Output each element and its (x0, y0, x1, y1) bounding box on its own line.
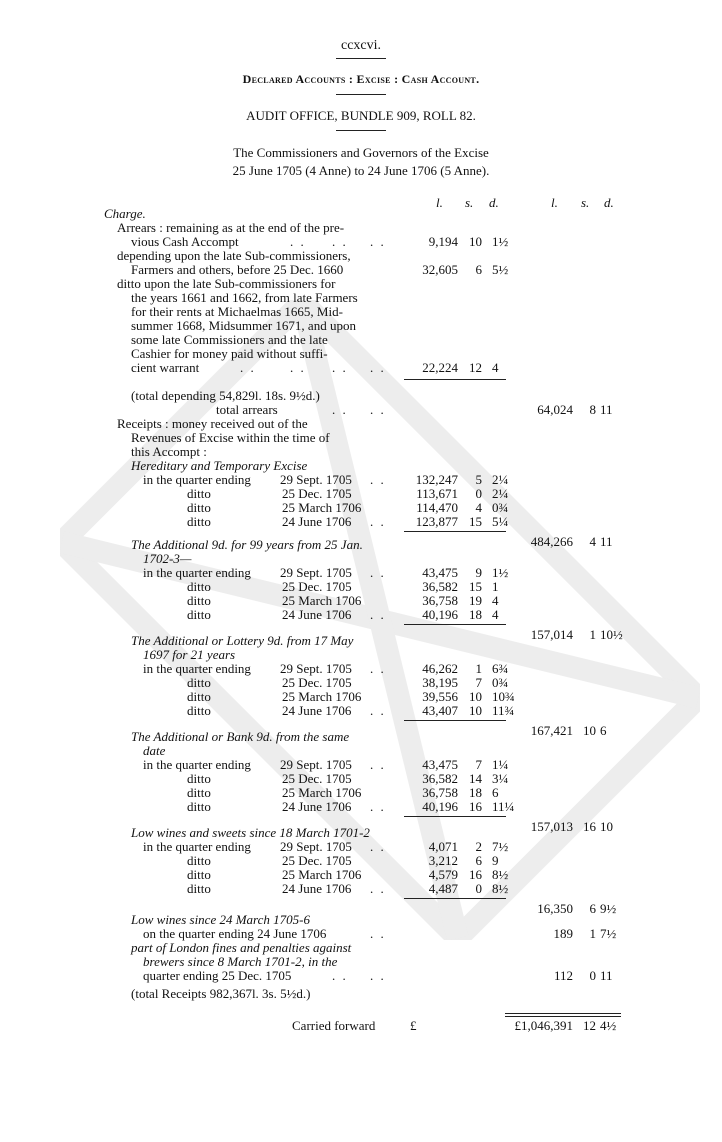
amount-l: 4,579 (428, 867, 458, 882)
quarter-date: 25 March 1706 (282, 689, 362, 704)
amount-d: 1½ (492, 565, 509, 580)
carried-forward-l: £1,046,391 (514, 1018, 573, 1033)
london-fines-line: quarter ending 25 Dec. 1705 (143, 968, 292, 983)
amount-l: 36,758 (422, 785, 458, 800)
quarter-label: in the quarter ending (143, 757, 251, 772)
section-title: Hereditary and Temporary Excise (131, 458, 308, 473)
total-l: 112 (553, 968, 573, 983)
section-title: The Additional or Lottery 9d. from 17 May (131, 633, 354, 648)
section-total-d: 10½ (600, 627, 623, 642)
quarter-date: 29 Sept. 1705 (280, 565, 352, 580)
amount-s: 6 (475, 262, 482, 277)
quarter-date: 25 March 1706 (282, 867, 362, 882)
header-rule (336, 58, 386, 59)
amount-l: 114,470 (416, 500, 458, 515)
section-title: 1697 for 21 years (143, 647, 236, 662)
amount-d: 11¾ (492, 703, 515, 718)
amount-s: 10 (469, 689, 482, 704)
low-wines-title: Low wines since 24 March 1705-6 (131, 912, 310, 927)
quarter-label: in the quarter ending (143, 661, 251, 676)
amount-d: 11¼ (492, 799, 515, 814)
amount-l: 36,582 (422, 579, 458, 594)
amount-l: 9,194 (428, 234, 458, 249)
ditto-label: ditto (187, 486, 211, 501)
ditto-label: ditto (187, 771, 211, 786)
amount-d: 0¾ (492, 500, 509, 515)
section-total-d: 10 (600, 819, 613, 834)
section-total-l: 157,014 (530, 627, 573, 642)
total-receipts: (total Receipts 982,367l. 3s. 5½d.) (131, 986, 311, 1001)
arrears-line: cient warrant (131, 360, 200, 375)
total-d: 7½ (600, 926, 617, 941)
leader-dots: . . (370, 757, 386, 772)
total-s: 8 (589, 402, 596, 417)
arrears-line: ditto upon the late Sub-commissioners for (117, 276, 336, 291)
amount-d: 6¾ (492, 661, 509, 676)
section-total-s: 16 (583, 819, 596, 834)
grand-total-rule (505, 1016, 621, 1017)
amount-l: 3,212 (428, 853, 458, 868)
amount-s: 19 (469, 593, 482, 608)
amount-l: 132,247 (415, 472, 458, 487)
ditto-label: ditto (187, 867, 211, 882)
arrears-line: Farmers and others, before 25 Dec. 1660 (131, 262, 344, 277)
quarter-date: 25 March 1706 (282, 500, 362, 515)
total-depending: (total depending 54,829l. 18s. 9½d.) (131, 388, 320, 403)
amount-s: 18 (469, 785, 482, 800)
section-title: The Additional 9d. for 99 years from 25 Jan. (131, 537, 363, 552)
quarter-date: 29 Sept. 1705 (280, 757, 352, 772)
section-total-s: 6 (589, 901, 596, 916)
london-fines-line: part of London fines and penalties against (131, 940, 352, 955)
amount-l: 123,877 (415, 514, 458, 529)
total-d: 11 (600, 968, 613, 983)
amount-l: 22,224 (422, 360, 458, 375)
arrears-line: some late Commissioners and the late (131, 332, 328, 347)
amount-s: 15 (469, 514, 482, 529)
leader-dots: . . (370, 607, 386, 622)
amount-l: 4,071 (428, 839, 458, 854)
leader-dots: . . (370, 661, 386, 676)
quarter-label: in the quarter ending (143, 472, 251, 487)
col-shillings-total: s. (581, 195, 590, 210)
amount-s: 9 (475, 565, 482, 580)
leader-dots: . . (290, 234, 306, 249)
leader-dots: . . (370, 881, 386, 896)
amount-s: 7 (475, 675, 482, 690)
amount-d: 1 (492, 579, 499, 594)
subtotal-rule (404, 898, 506, 899)
section-total-l: 167,421 (530, 723, 573, 738)
amount-l: 43,475 (422, 757, 458, 772)
amount-s: 10 (469, 234, 482, 249)
receipts-line: Revenues of Excise within the time of (131, 430, 330, 445)
leader-dots: . . (332, 402, 348, 417)
amount-d: 4 (492, 360, 499, 375)
amount-l: 43,407 (422, 703, 458, 718)
ditto-label: ditto (187, 799, 211, 814)
ditto-label: ditto (187, 500, 211, 515)
amount-s: 2 (475, 839, 482, 854)
header-rule (336, 130, 386, 131)
leader-dots: . . (290, 360, 306, 375)
section-total-l: 157,013 (530, 819, 573, 834)
total-d: 11 (600, 402, 613, 417)
section-total-l: 484,266 (530, 534, 573, 549)
charge-heading: Charge. (104, 206, 146, 221)
amount-l: 32,605 (422, 262, 458, 277)
subtotal-rule (404, 379, 506, 380)
amount-d: 2¼ (492, 486, 509, 501)
amount-l: 36,758 (422, 593, 458, 608)
amount-s: 14 (469, 771, 482, 786)
amount-l: 43,475 (422, 565, 458, 580)
amount-d: 1¼ (492, 757, 509, 772)
subtotal-rule (404, 720, 506, 721)
col-pence-total: d. (604, 195, 614, 210)
col-pence: d. (489, 195, 499, 210)
receipts-line: this Accompt : (131, 444, 207, 459)
amount-d: 10¾ (492, 689, 515, 704)
amount-l: 40,196 (422, 799, 458, 814)
arrears-line: vious Cash Accompt (131, 234, 239, 249)
total-s: 1 (589, 926, 596, 941)
amount-s: 0 (475, 486, 482, 501)
leader-dots: . . (370, 703, 386, 718)
grand-total-rule (505, 1013, 621, 1014)
leader-dots: . . (332, 234, 348, 249)
amount-d: 9 (492, 853, 499, 868)
section-title: date (143, 743, 166, 758)
leader-dots: . . (370, 799, 386, 814)
leader-dots: . . (370, 565, 386, 580)
currency-symbol: £ (410, 1018, 417, 1033)
amount-d: 2¼ (492, 472, 509, 487)
arrears-line: summer 1668, Midsummer 1671, and upon (131, 318, 356, 333)
carried-forward-s: 12 (583, 1018, 596, 1033)
ditto-label: ditto (187, 881, 211, 896)
amount-d: 7½ (492, 839, 509, 854)
section-total-s: 4 (589, 534, 596, 549)
header-rule (336, 94, 386, 95)
subtotal-rule (404, 816, 506, 817)
quarter-label: in the quarter ending (143, 839, 251, 854)
section-total-l: 16,350 (537, 901, 573, 916)
amount-s: 16 (469, 799, 482, 814)
carried-forward-d: 4½ (600, 1018, 617, 1033)
subtotal-rule (404, 531, 506, 532)
section-total-d: 9½ (600, 901, 617, 916)
section-total-s: 1 (589, 627, 596, 642)
ditto-label: ditto (187, 853, 211, 868)
amount-s: 15 (469, 579, 482, 594)
quarter-date: 24 June 1706 (282, 799, 352, 814)
ditto-label: ditto (187, 703, 211, 718)
arrears-line: the years 1661 and 1662, from late Farmers (131, 290, 358, 305)
low-wines-line: on the quarter ending 24 June 1706 (143, 926, 327, 941)
ditto-label: ditto (187, 579, 211, 594)
amount-s: 5 (475, 472, 482, 487)
total-l: 64,024 (537, 402, 573, 417)
audit-reference: AUDIT OFFICE, BUNDLE 909, ROLL 82. (246, 108, 476, 123)
quarter-date: 25 Dec. 1705 (282, 579, 352, 594)
amount-s: 7 (475, 757, 482, 772)
leader-dots: . . (332, 968, 348, 983)
total-l: 189 (553, 926, 573, 941)
amount-d: 8½ (492, 867, 509, 882)
quarter-date: 25 Dec. 1705 (282, 771, 352, 786)
ditto-label: ditto (187, 593, 211, 608)
ditto-label: ditto (187, 607, 211, 622)
quarter-date: 24 June 1706 (282, 881, 352, 896)
carried-forward-label: Carried forward (292, 1018, 376, 1033)
amount-s: 6 (475, 853, 482, 868)
quarter-date: 24 June 1706 (282, 703, 352, 718)
section-total-s: 10 (583, 723, 596, 738)
quarter-date: 25 March 1706 (282, 785, 362, 800)
amount-d: 8½ (492, 881, 509, 896)
amount-d: 0¾ (492, 675, 509, 690)
leader-dots: . . (370, 968, 386, 983)
arrears-line: for their rents at Michaelmas 1665, Mid- (131, 304, 343, 319)
leader-dots: . . (370, 514, 386, 529)
leader-dots: . . (240, 360, 256, 375)
amount-l: 113,671 (416, 486, 458, 501)
leader-dots: . . (370, 402, 386, 417)
amount-s: 12 (469, 360, 482, 375)
amount-s: 16 (469, 867, 482, 882)
quarter-date: 29 Sept. 1705 (280, 661, 352, 676)
amount-d: 4 (492, 607, 499, 622)
quarter-date: 25 Dec. 1705 (282, 853, 352, 868)
running-title: Declared Accounts : Excise : Cash Account. (242, 72, 480, 86)
leader-dots: . . (370, 234, 386, 249)
col-pounds: l. (436, 195, 443, 210)
ditto-label: ditto (187, 675, 211, 690)
col-pounds-total: l. (551, 195, 558, 210)
leader-dots: . . (370, 472, 386, 487)
section-total-d: 11 (600, 534, 613, 549)
amount-l: 38,195 (422, 675, 458, 690)
london-fines-line: brewers since 8 March 1701-2, in the (143, 954, 338, 969)
amount-s: 1 (475, 661, 482, 676)
quarter-date: 25 March 1706 (282, 593, 362, 608)
quarter-date: 25 Dec. 1705 (282, 675, 352, 690)
amount-s: 4 (475, 500, 482, 515)
subtitle-2: 25 June 1705 (4 Anne) to 24 June 1706 (5 Anne). (232, 163, 490, 178)
section-title: 1702-3— (143, 551, 192, 566)
amount-s: 0 (475, 881, 482, 896)
page-number: ccxcvi. (340, 38, 382, 53)
subtotal-rule (404, 624, 506, 625)
amount-l: 36,582 (422, 771, 458, 786)
subtitle-1: The Commissioners and Governors of the Excise (233, 145, 489, 160)
quarter-date: 24 June 1706 (282, 514, 352, 529)
ditto-label: ditto (187, 785, 211, 800)
receipts-line: Receipts : money received out of the (117, 416, 308, 431)
amount-d: 6 (492, 785, 499, 800)
amount-l: 4,487 (428, 881, 458, 896)
ditto-label: ditto (187, 689, 211, 704)
amount-l: 46,262 (422, 661, 458, 676)
quarter-label: in the quarter ending (143, 565, 251, 580)
amount-d: 5½ (492, 262, 509, 277)
amount-d: 3¼ (492, 771, 509, 786)
total-arrears-label: total arrears (216, 402, 278, 417)
amount-l: 40,196 (422, 607, 458, 622)
quarter-date: 24 June 1706 (282, 607, 352, 622)
arrears-line: depending upon the late Sub-commissioners, (117, 248, 351, 263)
amount-d: 1½ (492, 234, 509, 249)
total-s: 0 (589, 968, 596, 983)
leader-dots: . . (370, 926, 386, 941)
leader-dots: . . (370, 839, 386, 854)
col-shillings: s. (465, 195, 474, 210)
leader-dots: . . (370, 360, 386, 375)
amount-d: 4 (492, 593, 499, 608)
quarter-date: 29 Sept. 1705 (280, 839, 352, 854)
amount-s: 18 (469, 607, 482, 622)
section-title: Low wines and sweets since 18 March 1701-2 (131, 825, 370, 840)
ditto-label: ditto (187, 514, 211, 529)
section-total-d: 6 (600, 723, 607, 738)
quarter-date: 25 Dec. 1705 (282, 486, 352, 501)
leader-dots: . . (332, 360, 348, 375)
section-title: The Additional or Bank 9d. from the same (131, 729, 350, 744)
amount-s: 10 (469, 703, 482, 718)
quarter-date: 29 Sept. 1705 (280, 472, 352, 487)
arrears-line: Arrears : remaining as at the end of the pre- (117, 220, 345, 235)
amount-d: 5¼ (492, 514, 509, 529)
amount-l: 39,556 (422, 689, 458, 704)
arrears-line: Cashier for money paid without suffi- (131, 346, 328, 361)
